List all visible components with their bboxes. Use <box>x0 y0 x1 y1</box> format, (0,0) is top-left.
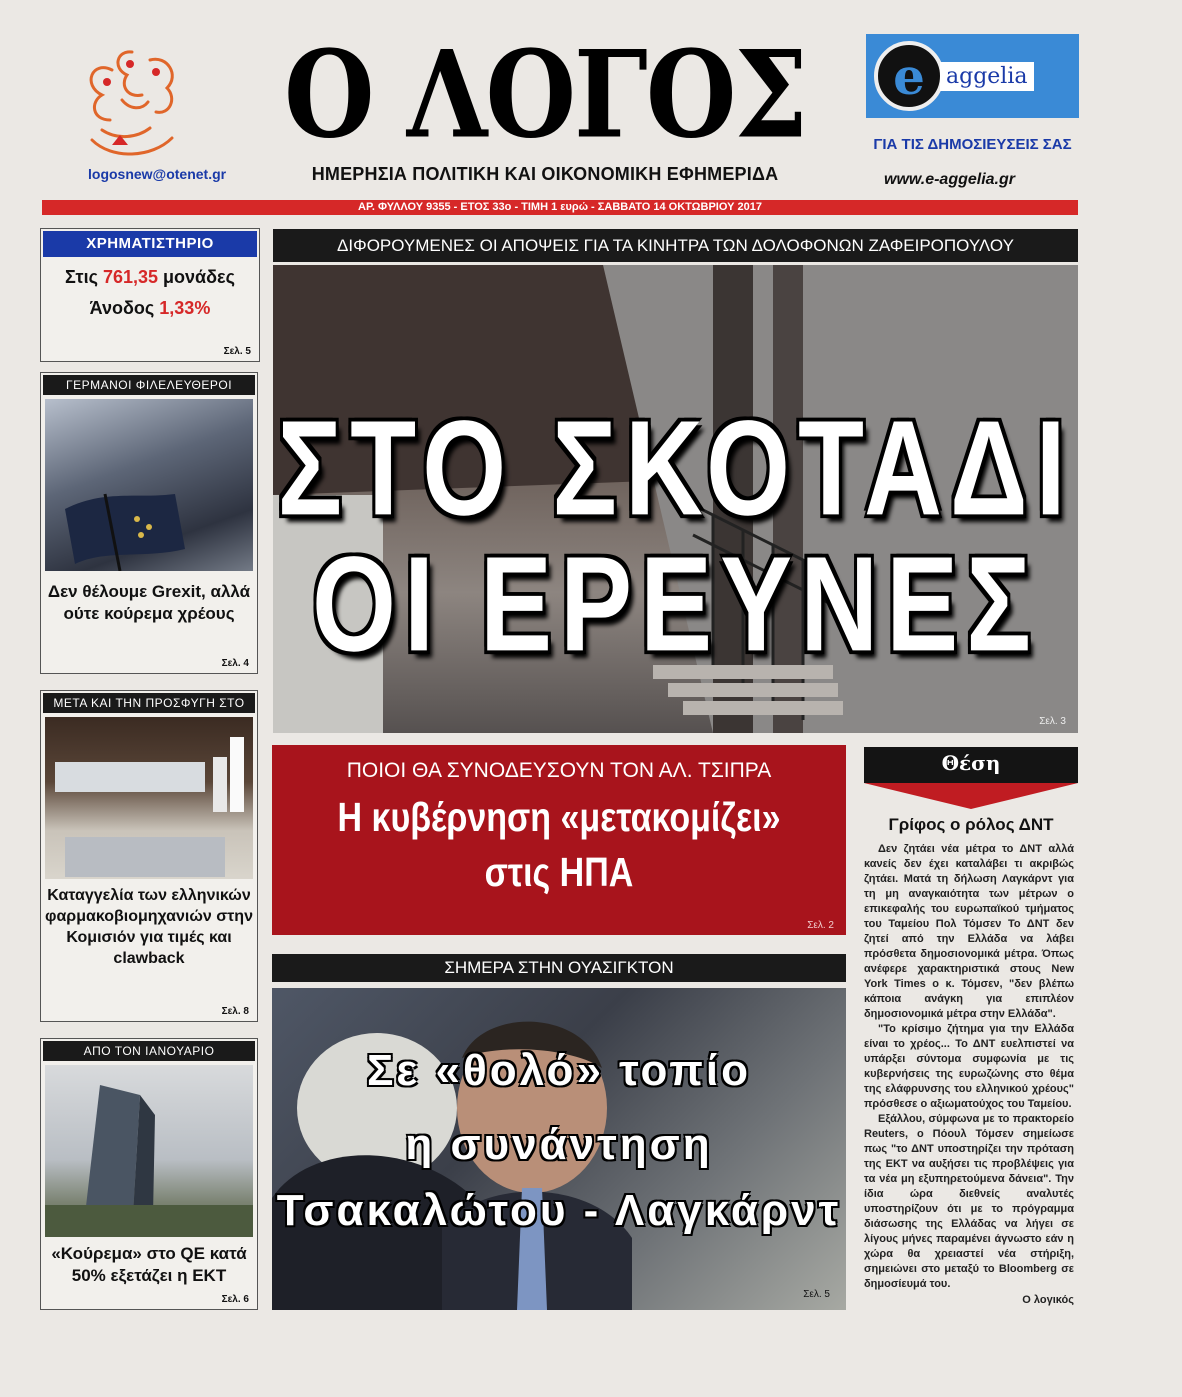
page-ref: Σελ. 6 <box>221 1294 249 1305</box>
page-ref: Σελ. 8 <box>221 1006 249 1017</box>
page-ref: Σελ. 5 <box>223 346 251 357</box>
third-kicker: ΣΗΜΕΡΑ ΣΤΗΝ ΟΥΑΣΙΓΚΤΟΝ <box>272 954 846 982</box>
lead-kicker: ΔΙΦΟΡΟΥΜΕΝΕΣ ΟΙ ΑΠΟΨΕΙΣ ΓΙΑ ΤΑ ΚΙΝΗΤΡΑ ΤΩΝ ΔΟΛΟΦΟΝΩΝ ΖΑΦΕΙΡΟΠΟΥΛΟΥ <box>273 229 1078 262</box>
contact-email[interactable]: logosnew@otenet.gr <box>88 166 227 182</box>
editorial-label-banner <box>864 747 1078 809</box>
flag-photo <box>45 399 253 571</box>
ad-url-link[interactable]: www.e-aggelia.gr <box>884 171 1015 188</box>
stock-line1-suffix: μονάδες <box>163 267 235 287</box>
second-headline-line2: στις ΗΠΑ <box>484 850 634 896</box>
lead-headline-line1: ΣΤΟ ΣΚΟΤΑΔΙ <box>277 391 1074 544</box>
pharma-photo <box>45 717 253 879</box>
side-story-header: ΜΕΤΑ ΚΑΙ ΤΗΝ ΠΡΟΣΦΥΓΗ ΣΤΟ <box>43 693 255 713</box>
e-aggelia-logo-icon: e <box>874 41 944 111</box>
stock-header: ΧΡΗΜΑΤΙΣΤΗΡΙΟ <box>43 231 257 257</box>
stock-index-line <box>41 267 259 288</box>
ad-brand-word: aggelia <box>940 62 1034 91</box>
side-story-header: ΓΕΡΜΑΝΟΙ ΦΙΛΕΛΕΥΘΕΡΟΙ <box>43 375 255 395</box>
side-story-pharma[interactable] <box>40 690 258 1022</box>
editorial-title: Γρίφος ο ρόλος ΔΝΤ <box>888 815 1054 834</box>
second-headline-line1: Η κυβέρνηση «μετακομίζει» <box>337 795 781 841</box>
lead-photo[interactable] <box>273 265 1078 733</box>
page-ref: Σελ. 3 <box>1039 716 1066 727</box>
editorial-paragraph: Δεν ζητάει νέα μέτρα το ΔΝΤ αλλά κανείς δεν έχει καταλάβει τι ακριβώς ζητάει. Ματά τη δήλωση Λαγκάρντ για τη μη αναγκαιότητα των μέτρων ο επικεφαλής του ευρωπαϊκού τμήματος του Ταμείου Πολ Τόμσεν Το ΔΝΤ δεν ζητεί από την Ελλάδα να λάβει πρόσθετα δημοσιονομικά μέτρα. Όπως ανέφερε χαρακτηριστικά στους New York Times ο κ. Τόμσεν, "δεν βλέπω κάποια ανάγκη για επιπλέον δημοσιονομικά μέτρα στην Ελλάδα". <box>864 843 1074 1020</box>
stock-line1-prefix: Στις <box>65 267 98 287</box>
newspaper-subtitle: ΗΜΕΡΗΣΙΑ ΠΟΛΙΤΙΚΗ ΚΑΙ ΟΙΚΟΝΟΜΙΚΗ ΕΦΗΜΕΡΙΔΑ <box>311 164 779 184</box>
third-headline-line2: η συνάντηση <box>405 1120 713 1169</box>
stock-line2-prefix: Άνοδος <box>89 298 155 318</box>
page-ref: Σελ. 5 <box>803 1289 830 1300</box>
editorial-paragraph: Εξάλλου, σύμφωνα με το πρακτορείο Reuters, ο Πόουλ Τόμσεν σημείωσε πως "το ΔΝΤ υποστηρίζει την πρόταση της ΕΚΤ να αυξήσει τις προβλέψεις για τα νέα μη εξυπηρετούμενα δάνεια". Την ίδια ώρα διεθνείς αναλυτές υποστηρίζουν ότι με το πρόγραμμα διάσωσης της Ελλάδας να λήγει σε λίγους μήνες παραμένει άγνωστο εάν η χώρα θα χρειαστεί νέα στήριξη, σημειώνει στο μεταξύ το Bloomberg σε δημοσίευμά του. <box>864 1113 1074 1290</box>
third-headline-line1: Σε «θολό» τοπίο <box>366 1046 751 1095</box>
stock-change-line <box>41 298 259 319</box>
editorial-body <box>864 842 1074 1308</box>
newspaper-title: Ο ΛΟΓΟΣ <box>283 24 807 166</box>
ecb-building-photo <box>45 1065 253 1237</box>
side-story-ecb[interactable] <box>40 1038 258 1310</box>
side-story-caption: «Κούρεμα» στο QE κατά 50% εξετάζει η ΕΚΤ <box>51 1244 247 1285</box>
newspaper-logo-emblem <box>72 40 192 165</box>
tsipras-story[interactable] <box>272 745 846 935</box>
side-story-liberals[interactable] <box>40 372 258 674</box>
editorial-signature: Ο λογικός <box>1022 1294 1074 1306</box>
e-aggelia-ad[interactable] <box>866 34 1079 118</box>
stock-market-box[interactable] <box>40 228 260 362</box>
stock-index-value: 761,35 <box>102 267 159 287</box>
third-headline-line3: Τσακαλώτου - Λαγκάρντ <box>276 1186 842 1235</box>
page-ref: Σελ. 4 <box>221 658 249 669</box>
side-story-caption: Δεν θέλουμε Grexit, αλλά ούτε κούρεμα χρέους <box>47 582 251 623</box>
page-ref: Σελ. 2 <box>807 920 834 931</box>
stock-change-value: 1,33% <box>159 298 211 318</box>
side-story-caption: Καταγγελία των ελληνικών φαρμακοβιομηχανιών στην Κομισιόν για τιμές και clawback <box>45 887 253 967</box>
editorial-paragraph: "Το κρίσιμο ζήτημα για την Ελλάδα είναι το χρέος... Το ΔΝΤ ευελπιστεί να υπάρξει σύντομα συμφωνία με τις κυβερνήσεις της ευρωζώνης στο θέμα της ελάφρυνσης του ελληνικού χρέους" πρόσθεσε ο αξιωματούχος του Ταμείου. <box>864 1023 1074 1110</box>
second-kicker: ΠΟΙΟΙ ΘΑ ΣΥΝΟΔΕΥΣΟΥΝ ΤΟΝ ΑΛ. ΤΣΙΠΡΑ <box>346 759 772 782</box>
side-story-header: ΑΠΟ ΤΟΝ ΙΑΝΟΥΑΡΙΟ <box>43 1041 255 1061</box>
issue-info-bar: ΑΡ. ΦΥΛΛΟΥ 9355 - ΕΤΟΣ 33ο - ΤΙΜΗ 1 ευρώ - ΣΑΒΒΑΤΟ 14 ΟΚΤΩΒΡΙΟΥ 2017 <box>42 200 1078 215</box>
editorial-label: Θέση <box>941 751 1001 775</box>
washington-meeting-photo[interactable] <box>272 988 846 1310</box>
lead-headline-line2: ΟΙ ΕΡΕΥΝΕΣ <box>312 527 1039 680</box>
ad-tagline: ΓΙΑ ΤΙΣ ΔΗΜΟΣΙΕΥΣΕΙΣ ΣΑΣ <box>873 136 1072 153</box>
